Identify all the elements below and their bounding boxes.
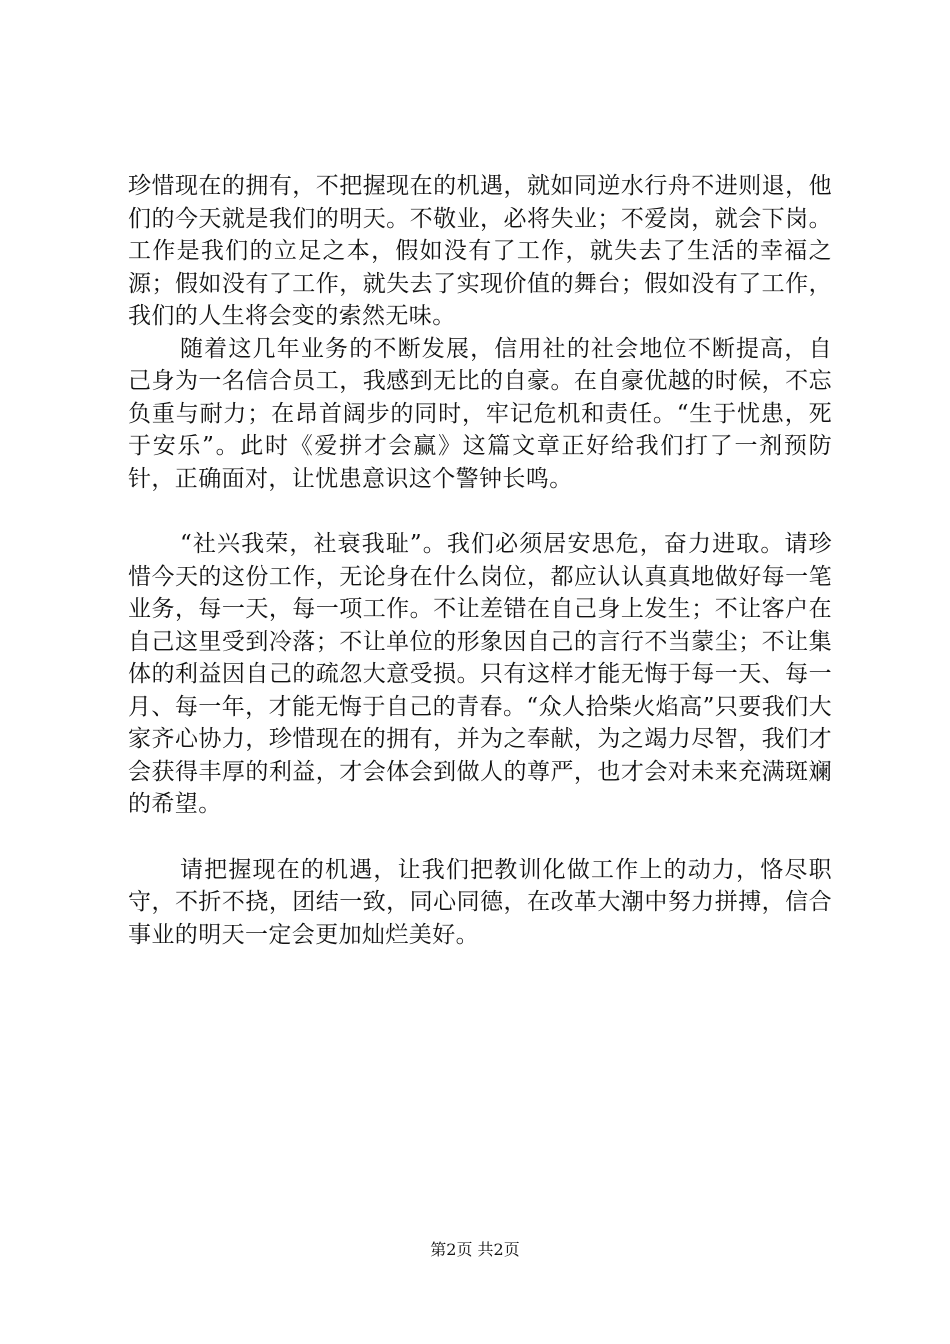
paragraph-4: 请把握现在的机遇，让我们把教训化做工作上的动力，恪尽职守，不折不挠，团结一致，同心同德，在改革大潮中努力拼搏，信合事业的明天一定会更加灿烂美好。 — [128, 856, 832, 948]
document-body — [128, 170, 832, 951]
paragraph-spacer — [128, 821, 832, 854]
paragraph-3: “社兴我荣，社衰我耻”。我们必须居安思危，奋力进取。请珍惜今天的这份工作，无论身在什么岗位，都应认认真真地做好每一笔业务，每一天，每一项工作。不让差错在自己身上发生；不让客户在自己这里受到冷落；不让单位的形象因自己的言行不当蒙尘；不让集体的利益因自己的疏忽大意受损。只有这样才能无悔于每一天、每一月、每一年，才能无悔于自己的青春。“众人拾柴火焰高”只要我们大家齐心协力，珍惜现在的拥有，并为之奉献，为之竭力尽智，我们才会获得丰厚的利益，才会体会到做人的尊严，也才会对未来充满斑斓的希望。 — [128, 531, 832, 817]
paragraph-1: 珍惜现在的拥有，不把握现在的机遇，就如同逆水行舟不进则退，他们的今天就是我们的明天。不敬业，必将失业；不爱岗，就会下岗。工作是我们的立足之本，假如没有了工作，就失去了生活的幸福之源；假如没有了工作，就失去了实现价值的舞台；假如没有了工作，我们的人生将会变的索然无味。 — [128, 173, 832, 329]
page-footer: 第2页 共2页 — [430, 1240, 520, 1259]
paragraph-spacer — [128, 495, 832, 528]
paragraph-2: 随着这几年业务的不断发展，信用社的社会地位不断提高，自己身为一名信合员工，我感到无比的自豪。在自豪优越的时候，不忘负重与耐力；在昂首阔步的同时，牢记危机和责任。“生于忧患，死于安乐”。此时《爱拼才会赢》这篇文章正好给我们打了一剂预防针，正确面对，让忧患意识这个警钟长鸣。 — [128, 335, 832, 492]
